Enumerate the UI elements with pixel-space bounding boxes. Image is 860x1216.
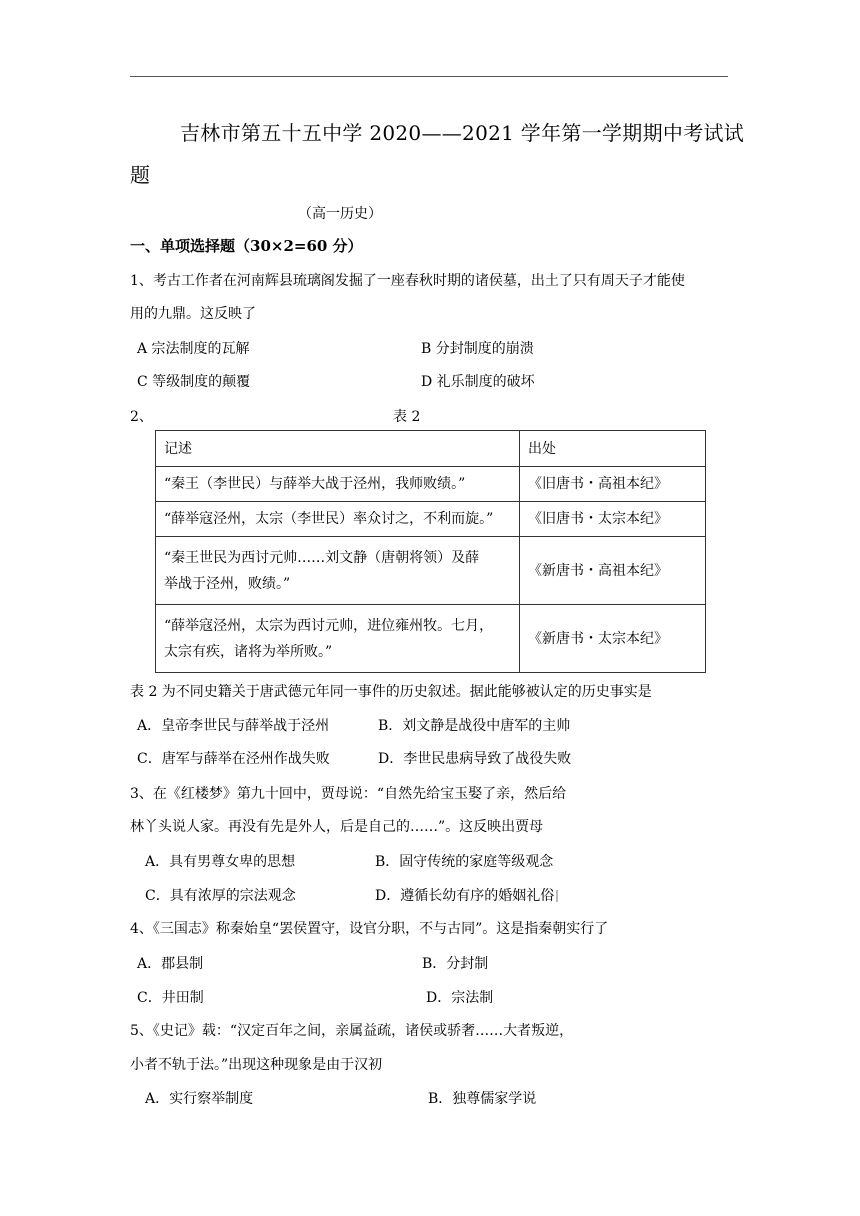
- q1-option-d: D 礼乐制度的破坏: [421, 374, 535, 390]
- history-table: [155, 430, 706, 673]
- record-line: 举战于泾州，败绩。”: [164, 575, 291, 592]
- q1-stem-line1: 1、考古工作者在河南辉县琉璃阁发掘了一座春秋时期的诸侯墓，出土了只有周天子才能使: [130, 273, 685, 289]
- record-line: “薛举寇泾州，太宗为西讨元帅，进位雍州牧。七月，: [164, 617, 494, 634]
- exam-subject: （高一历史）: [298, 206, 382, 222]
- source-cell: 《新唐书・太宗本纪》: [520, 605, 706, 673]
- q4-stem: 4、《三国志》称秦始皇“罢侯置守，设官分职，不与古同”。这是指秦朝实行了: [130, 921, 609, 937]
- source-cell: 《新唐书・高祖本纪》: [520, 537, 706, 605]
- header-cell-record: 记述: [156, 431, 520, 467]
- exam-title-line2: 题: [130, 163, 151, 187]
- q3-option-a: A．具有男尊女卑的思想: [145, 854, 296, 870]
- q2-number: 2、: [130, 409, 153, 425]
- section-heading: 一、单项选择题（30×2=60 分）: [130, 237, 363, 255]
- q3-stem-line2: 林丫头说人家。再没有先是外人，后是自己的……”。这反映出贾母: [130, 819, 544, 835]
- q3-stem-line1: 3、在《红楼梦》第九十回中，贾母说：“自然先给宝玉娶了亲，然后给: [130, 786, 567, 802]
- source-cell: 《旧唐书・高祖本纪》: [520, 467, 706, 502]
- table-caption: 表 2: [393, 409, 421, 425]
- table-header-row: [156, 431, 706, 467]
- header-rule: [130, 76, 728, 77]
- q4-option-b: B．分封制: [422, 956, 489, 972]
- q1-option-b: B 分封制度的崩溃: [421, 341, 534, 357]
- record-cell: “薛举寇泾州，太宗（李世民）率众讨之，不利而旋。”: [156, 502, 520, 537]
- table-row: [156, 502, 706, 537]
- q5-option-a: A．实行察举制度: [145, 1091, 254, 1107]
- q2-stem: 表 2 为不同史籍关于唐武德元年同一事件的历史叙述。据此能够被认定的历史事实是: [130, 684, 652, 700]
- record-cell: “秦王（李世民）与薛举大战于泾州，我师败绩。”: [156, 467, 520, 502]
- record-cell: [156, 605, 520, 673]
- q3-option-c: C．具有浓厚的宗法观念: [145, 888, 296, 904]
- exam-title-line1: 吉林市第五十五中学 2020——2021 学年第一学期期中考试试: [180, 121, 745, 145]
- record-cell: [156, 537, 520, 605]
- q1-stem-line2: 用的九鼎。这反映了: [130, 306, 256, 322]
- q2-option-c: C．唐军与薛举在泾州作战失败: [137, 751, 330, 767]
- q3-option-d-text: D．遵循长幼有序的婚姻礼俗: [375, 888, 555, 904]
- table-row: [156, 605, 706, 673]
- q2-option-b: B．刘文静是战役中唐军的主帅: [378, 718, 571, 734]
- record-line: 太宗有疾，诸将为举所败。”: [164, 643, 333, 660]
- header-cell-source: 出处: [520, 431, 706, 467]
- q3-option-d: [375, 885, 558, 905]
- source-cell: 《旧唐书・太宗本纪》: [520, 502, 706, 537]
- q1-option-a: A 宗法制度的瓦解: [137, 341, 250, 357]
- q2-option-a: A．皇帝李世民与薛举战于泾州: [137, 718, 330, 734]
- q5-option-b: B．独尊儒家学说: [428, 1091, 537, 1107]
- q4-option-c: C．井田制: [137, 990, 204, 1006]
- table-row: [156, 467, 706, 502]
- q1-option-c: C 等级制度的颠覆: [137, 374, 251, 390]
- table-row: [156, 537, 706, 605]
- q4-option-d: D．宗法制: [426, 990, 494, 1006]
- cursor-mark: [556, 890, 558, 902]
- q5-stem-line2: 小者不轨于法。”出现这种现象是由于汉初: [130, 1057, 383, 1073]
- q5-stem-line1: 5、《史记》载：“汉定百年之间，亲属益疏，诸侯或骄奢……大者叛逆，: [130, 1023, 574, 1039]
- q3-option-b: B．固守传统的家庭等级观念: [375, 854, 554, 870]
- q2-option-d: D．李世民患病导致了战役失败: [378, 751, 572, 767]
- q4-option-a: A．郡县制: [137, 956, 204, 972]
- record-line: “秦王世民为西讨元帅……刘文静（唐朝将领）及薛: [164, 549, 480, 566]
